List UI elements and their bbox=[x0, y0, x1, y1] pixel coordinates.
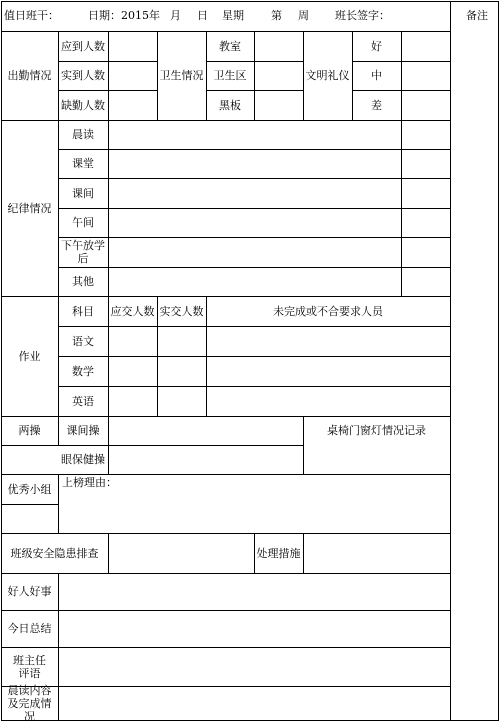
week-number-label: 第 bbox=[271, 9, 282, 22]
etiquette-medium: 中 bbox=[371, 69, 382, 82]
teacher-comment-label: 班主任评语 bbox=[13, 653, 46, 680]
excellent-group-line bbox=[58, 474, 59, 533]
hygiene-area: 卫生区 bbox=[213, 69, 247, 82]
safety-check-label: 班级安全隐患排查 bbox=[10, 546, 99, 560]
etiquette-item-line bbox=[401, 31, 402, 296]
discipline-item: 其他 bbox=[72, 275, 94, 288]
excellent-group-title: 优秀小组 bbox=[7, 482, 52, 496]
hygiene-item-line bbox=[254, 31, 255, 120]
remarks-label: 备注 bbox=[466, 9, 488, 22]
summary-bottom-line bbox=[1, 647, 450, 648]
hygiene-title: 卫生情况 bbox=[159, 69, 204, 82]
eye-exercise-label: 眼保健操 bbox=[61, 453, 105, 466]
excellent-group-reason-label: 上榜理由： bbox=[62, 476, 117, 489]
excellent-group-split-line bbox=[1, 504, 58, 505]
homework-row-line-1 bbox=[58, 326, 450, 327]
furniture-record-label: 桌椅门窗灯情况记录 bbox=[327, 424, 426, 437]
day-label: 日 bbox=[197, 9, 208, 22]
discipline-item: 课间 bbox=[72, 186, 94, 200]
month-label: 月 bbox=[170, 9, 181, 22]
discipline-row-line-5 bbox=[58, 267, 450, 268]
comment-bottom-line bbox=[1, 686, 450, 687]
weekday-label: 星期 bbox=[222, 9, 244, 22]
discipline-item: 晨读 bbox=[72, 128, 94, 141]
attendance-title: 出勤情况 bbox=[7, 69, 52, 82]
item-column-line bbox=[108, 31, 109, 416]
homework-should-submit-header: 应交人数 bbox=[110, 304, 155, 318]
homework-submitted-header: 实交人数 bbox=[159, 304, 204, 318]
discipline-row-line-1 bbox=[58, 149, 450, 150]
attendance-expected: 应到人数 bbox=[61, 39, 105, 53]
discipline-item: 午间 bbox=[72, 216, 94, 229]
attendance-actual: 实到人数 bbox=[61, 69, 105, 82]
good-deeds-bottom-line bbox=[1, 610, 450, 611]
safety-measures-label: 处理措施 bbox=[256, 546, 301, 560]
exercises-title: 两操 bbox=[18, 424, 41, 437]
daily-summary-label: 今日总结 bbox=[7, 622, 52, 635]
monitor-signature-label: 班长签字： bbox=[335, 9, 390, 22]
hygiene-blackboard: 黑板 bbox=[219, 98, 241, 112]
attendance-absent: 缺勤人数 bbox=[61, 98, 105, 112]
discipline-row-line-3 bbox=[58, 208, 450, 209]
safety-check-line bbox=[108, 533, 109, 573]
remarks-column-line bbox=[450, 1, 451, 721]
homework-subject-header: 科目 bbox=[72, 304, 94, 318]
duty-monitor-label: 值日班干： bbox=[4, 9, 59, 22]
etiquette-poor: 差 bbox=[371, 98, 382, 112]
hygiene-classroom: 教室 bbox=[219, 39, 241, 53]
homework-subject: 英语 bbox=[72, 394, 94, 408]
break-exercise-label: 课间操 bbox=[66, 424, 100, 437]
discipline-row-line-4 bbox=[58, 237, 450, 238]
homework-subject: 语文 bbox=[72, 334, 94, 348]
homework-incomplete-header: 未完成或不合要求人员 bbox=[273, 304, 383, 318]
week-label: 周 bbox=[298, 9, 309, 22]
discipline-item: 课堂 bbox=[72, 157, 94, 170]
safety-measures-right-line bbox=[303, 533, 304, 573]
exercises-middle-line bbox=[1, 445, 303, 446]
safety-bottom-line bbox=[1, 573, 450, 574]
discipline-row-line-2 bbox=[58, 178, 450, 179]
good-deeds-label: 好人好事 bbox=[7, 585, 52, 598]
homework-row-line-3 bbox=[58, 386, 450, 387]
homework-row-line-2 bbox=[58, 356, 450, 357]
discipline-item: 下午放学后 bbox=[61, 239, 105, 265]
etiquette-good: 好 bbox=[371, 39, 382, 53]
etiquette-title: 文明礼仪 bbox=[305, 69, 350, 82]
date-label: 日期：2015年 bbox=[88, 9, 160, 22]
discipline-title: 纪律情况 bbox=[7, 201, 52, 215]
homework-title: 作业 bbox=[18, 349, 41, 363]
reading-content-label: 晨读内容及完成情况 bbox=[7, 684, 52, 723]
homework-subject: 数学 bbox=[72, 364, 94, 378]
